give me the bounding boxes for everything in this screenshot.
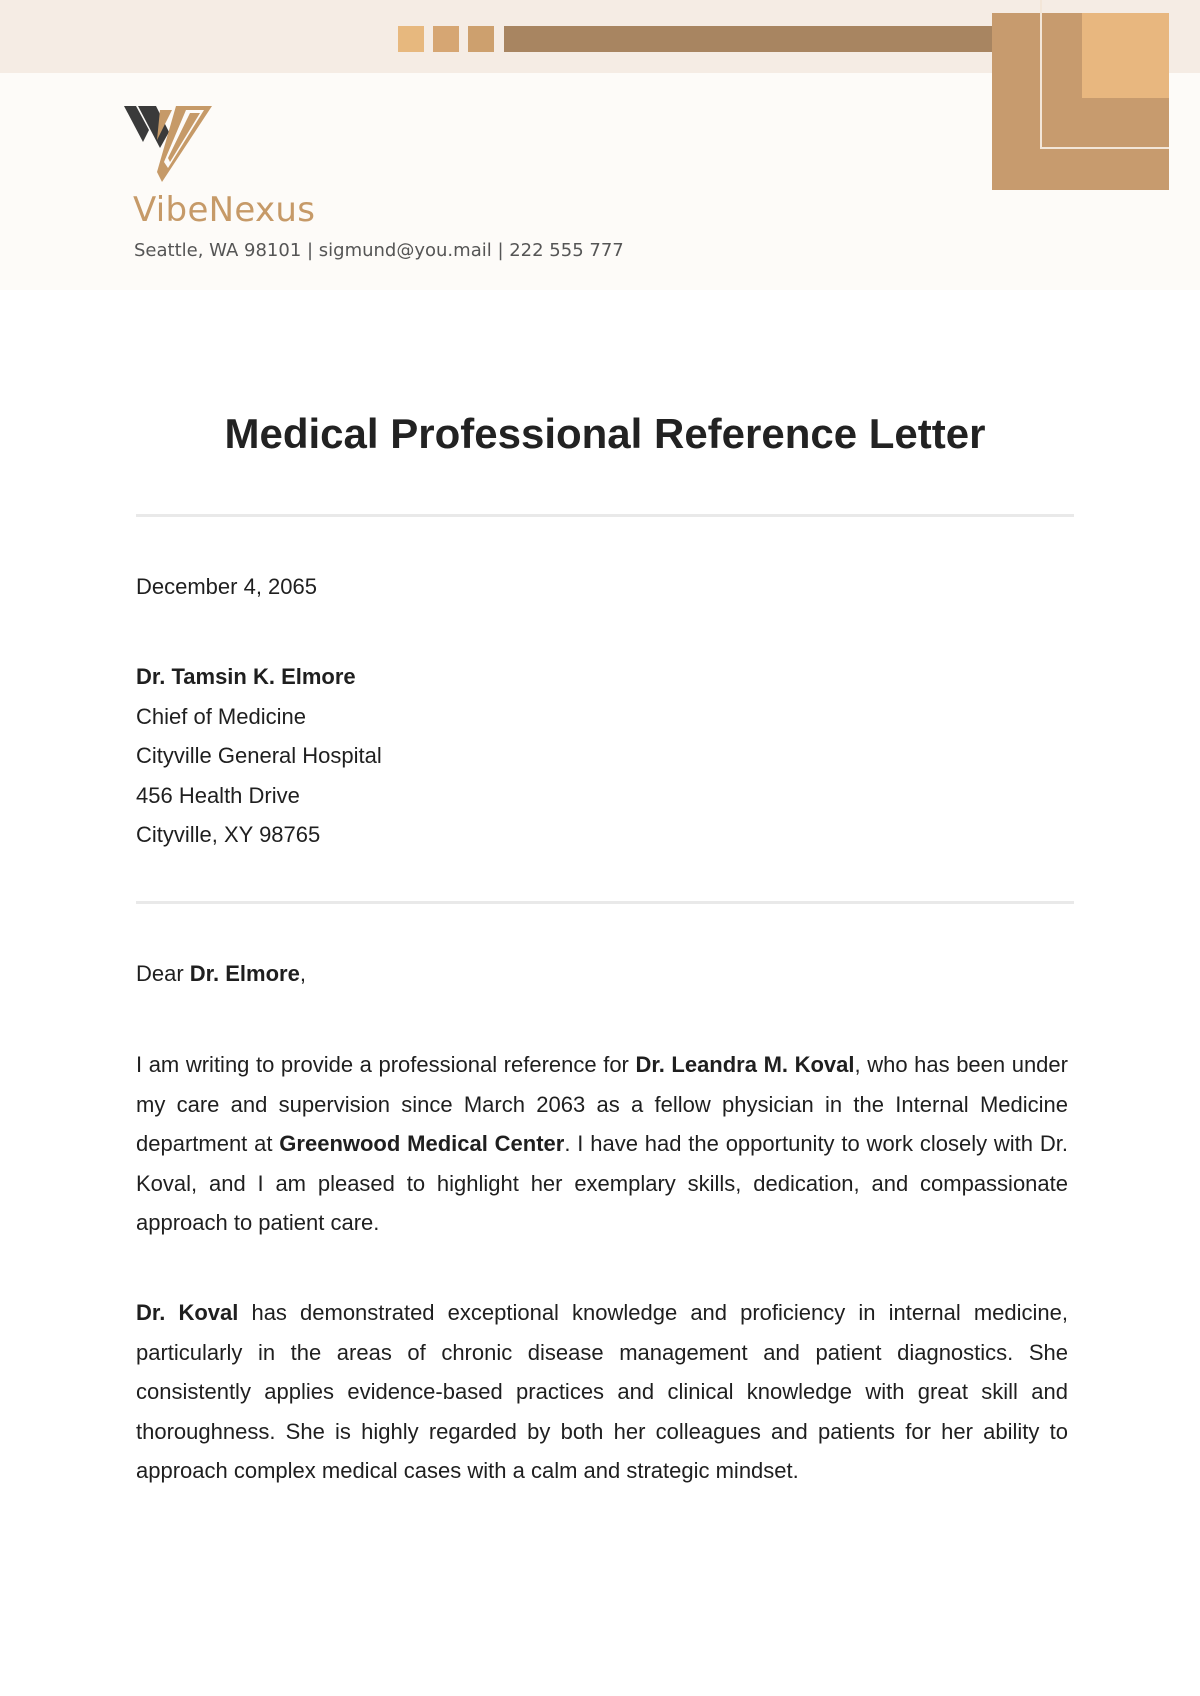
letterhead (0, 0, 1200, 290)
decor-bar (504, 26, 1024, 52)
paragraph-text: , who has been under my care and supervision since March 2063 as a fellow physician in the Internal Medicine department at (136, 1052, 1068, 1156)
body-paragraph-1 (136, 1045, 1068, 1243)
decor-square-1 (398, 26, 424, 52)
salutation (136, 961, 306, 987)
candidate-short-name: Dr. Koval (136, 1300, 239, 1325)
contact-info: Seattle, WA 98101 | sigmund@you.mail | 222 555 777 (134, 240, 624, 261)
decor-block-outline (1040, 0, 1169, 149)
body-paragraph-2 (136, 1293, 1068, 1491)
divider-top (136, 514, 1074, 517)
recipient-block (136, 657, 382, 855)
letter-date: December 4, 2065 (136, 574, 317, 599)
salutation-name: Dr. Elmore (189, 961, 300, 986)
decor-square-2 (433, 26, 459, 52)
institution-name: Greenwood Medical Center (279, 1131, 565, 1156)
document-title: Medical Professional Reference Letter (224, 410, 986, 457)
recipient-street: 456 Health Drive (136, 782, 300, 808)
recipient-city: Cityville, XY 98765 (136, 822, 321, 847)
paragraph-text: . I have had the opportunity to work closely with Dr. Koval, and I am pleased to highlight her exemplary skills, dedication, and compassionate approach to patient care. (136, 1131, 1068, 1235)
salutation-suffix: , (299, 961, 306, 986)
brand-name: VibeNexus (133, 190, 316, 230)
vibenexus-logo-icon (124, 106, 212, 182)
divider-middle (136, 901, 1074, 904)
paragraph-text: has demonstrated exceptional knowledge and proficiency in internal medicine, particularly in the areas of chronic disease management and patient diagnostics. She consistently applies evidence-based practices and clinical knowledge with great skill and thoroughness. She is highly regarded by both her colleagues and patients for her ability to approach complex medical cases with a calm and strategic mindset. (136, 1300, 1068, 1483)
decor-square-3 (468, 26, 494, 52)
paragraph-text: I am writing to provide a professional reference for (136, 1052, 636, 1077)
salutation-prefix: Dear (136, 961, 190, 986)
recipient-name: Dr. Tamsin K. Elmore (136, 664, 356, 689)
recipient-organization: Cityville General Hospital (136, 743, 382, 768)
recipient-position: Chief of Medicine (136, 703, 306, 729)
candidate-name: Dr. Leandra M. Koval (635, 1052, 855, 1077)
